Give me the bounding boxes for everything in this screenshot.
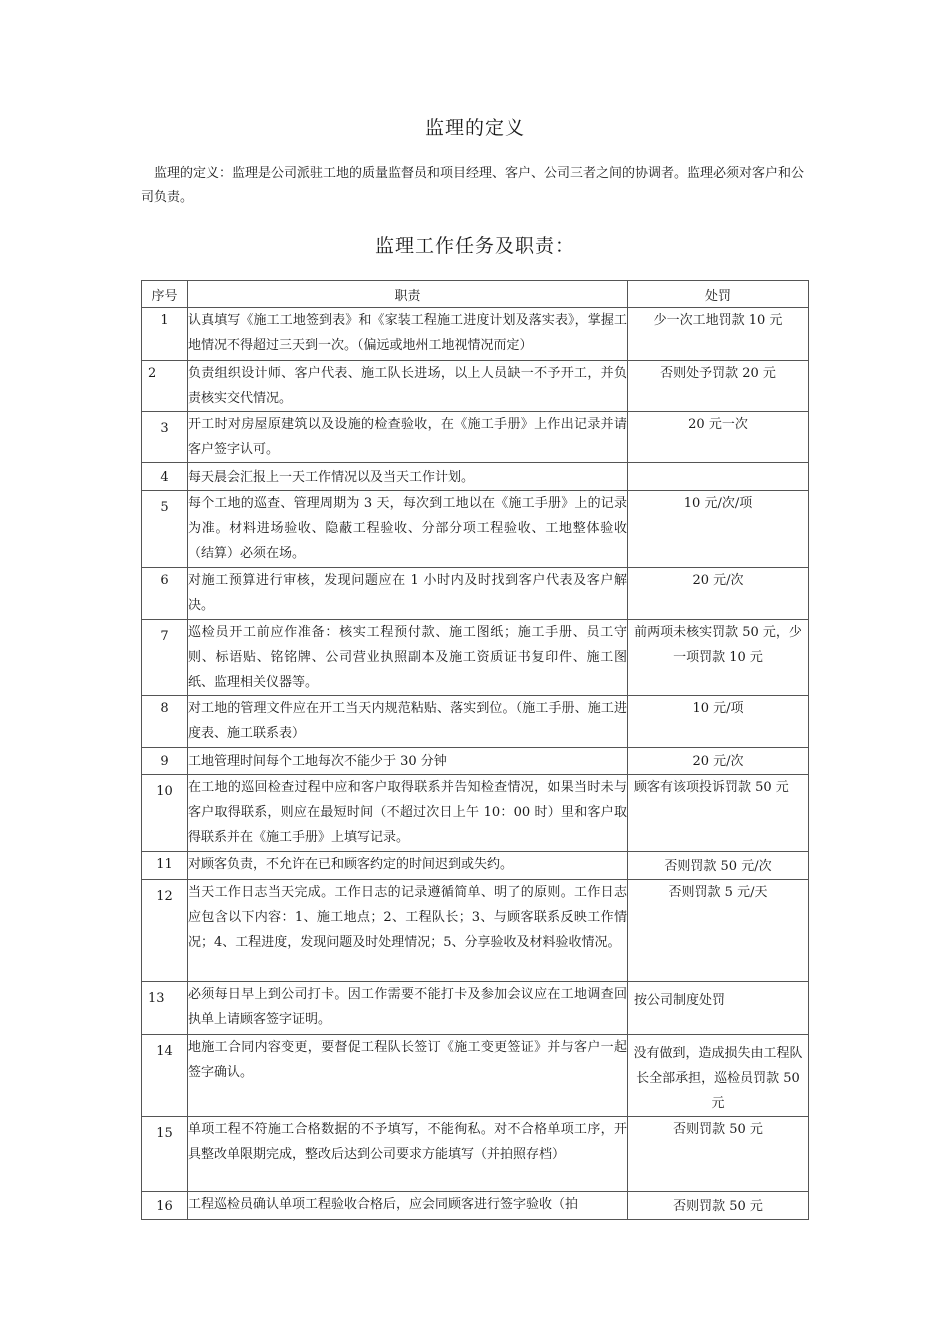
row-penalty: 否则罚款 5 元/天 — [628, 880, 809, 982]
table-row — [142, 982, 809, 1035]
section-title: 监理工作任务及职责： — [374, 235, 575, 257]
table-row — [142, 1117, 809, 1192]
row-penalty: 20 元一次 — [628, 412, 809, 463]
table-row — [142, 568, 809, 620]
table-row — [142, 463, 809, 491]
row-number: 7 — [142, 620, 188, 696]
header-no: 序号 — [142, 281, 188, 308]
row-duty: 负责组织设计师、客户代表、施工队长进场，以上人员缺一不予开工，并负责核实交代情况。 — [188, 361, 628, 412]
table-row — [142, 1035, 809, 1117]
row-duty: 对工地的管理文件应在开工当天内规范粘贴、落实到位。（施工手册、施工进度表、施工联系表） — [188, 696, 628, 748]
row-penalty — [628, 463, 809, 491]
row-duty: 工地管理时间每个工地每次不能少于 30 分钟 — [188, 748, 628, 775]
definition-paragraph: 监理的定义：监理是公司派驻工地的质量监督员和项目经理、客户、公司三者之间的协调者。监理必须对客户和公司负责。 — [141, 166, 805, 205]
row-number: 5 — [142, 491, 188, 568]
row-duty: 对顾客负责，不允许在已和顾客约定的时间迟到或失约。 — [188, 852, 628, 880]
row-duty: 每天晨会汇报上一天工作情况以及当天工作计划。 — [188, 463, 628, 491]
row-penalty: 否则罚款 50 元/次 — [628, 852, 809, 880]
table-row — [142, 491, 809, 568]
row-penalty: 10 元/次/项 — [628, 491, 809, 568]
row-penalty: 20 元/次 — [628, 568, 809, 620]
row-penalty: 按公司制度处罚 — [628, 982, 809, 1035]
row-duty: 必须每日早上到公司打卡。因工作需要不能打卡及参加会议应在工地调查回执单上请顾客签字证明。 — [188, 982, 628, 1035]
row-penalty: 前两项未核实罚款 50 元，少一项罚款 10 元 — [628, 620, 809, 696]
row-duty: 在工地的巡回检查过程中应和客户取得联系并告知检查情况，如果当时未与客户取得联系，则应在最短时间（不超过次日上午 10：00 时）里和客户取得联系并在《施工手册》上填写记录。 — [188, 775, 628, 852]
header-penalty: 处罚 — [628, 281, 809, 308]
row-duty: 每个工地的巡查、管理周期为 3 天，每次到工地以在《施工手册》上的记录为准。材料进场验收、隐蔽工程验收、分部分项工程验收、工地整体验收（结算）必须在场。 — [188, 491, 628, 568]
row-number: 8 — [142, 696, 188, 748]
table-row — [142, 412, 809, 463]
row-number: 16 — [142, 1192, 188, 1220]
row-number: 1 — [142, 308, 188, 361]
row-duty: 单项工程不符施工合格数据的不予填写，不能徇私。对不合格单项工序，开具整改单限期完成，整改后达到公司要求方能填写（并拍照存档） — [188, 1117, 628, 1192]
page-title: 监理的定义 — [424, 117, 525, 139]
row-number: 12 — [142, 880, 188, 982]
row-penalty: 否则罚款 50 元 — [628, 1117, 809, 1192]
row-duty: 开工时对房屋原建筑以及设施的检查验收，在《施工手册》上作出记录并请客户签字认可。 — [188, 412, 628, 463]
row-duty: 对施工预算进行审核，发现问题应在 1 小时内及时找到客户代表及客户解决。 — [188, 568, 628, 620]
row-penalty: 否则罚款 50 元 — [628, 1192, 809, 1220]
header-duty: 职责 — [188, 281, 628, 308]
table-row — [142, 880, 809, 982]
row-duty: 当天工作日志当天完成。工作日志的记录遵循简单、明了的原则。工作日志应包含以下内容：1、施工地点；2、工程队长；3、与顾客联系反映工作情况；4、工程进度，发现问题及时处理情况；5、分享验收及材料验收情况。 — [188, 880, 628, 982]
row-penalty: 10 元/项 — [628, 696, 809, 748]
row-number: 13 — [142, 982, 188, 1035]
table-row — [142, 775, 809, 852]
row-duty: 巡检员开工前应作准备：核实工程预付款、施工图纸；施工手册、员工守则、标语贴、铭铭牌、公司营业执照副本及施工资质证书复印件、施工图纸、监理相关仪器等。 — [188, 620, 628, 696]
table-row — [142, 361, 809, 412]
row-duty: 认真填写《施工工地签到表》和《家装工程施工进度计划及落实表》，掌握工地情况不得超过三天到一次。（偏远或地州工地视情况而定） — [188, 308, 628, 361]
row-penalty: 顾客有该项投诉罚款 50 元 — [628, 775, 809, 852]
row-duty: 地施工合同内容变更，要督促工程队长签订《施工变更签证》并与客户一起签字确认。 — [188, 1035, 628, 1117]
table-row — [142, 620, 809, 696]
row-number: 10 — [142, 775, 188, 852]
table-row — [142, 852, 809, 880]
table-header-row — [142, 281, 809, 308]
table-row — [142, 308, 809, 361]
row-duty: 工程巡检员确认单项工程验收合格后，应会同顾客进行签字验收（拍 — [188, 1192, 628, 1220]
row-number: 15 — [142, 1117, 188, 1192]
row-number: 3 — [142, 412, 188, 463]
row-number: 14 — [142, 1035, 188, 1117]
row-number: 2 — [142, 361, 188, 412]
table-row — [142, 1192, 809, 1220]
table-row — [142, 748, 809, 775]
row-penalty: 没有做到，造成损失由工程队长全部承担，巡检员罚款 50 元 — [628, 1035, 809, 1117]
row-number: 4 — [142, 463, 188, 491]
row-penalty: 少一次工地罚款 10 元 — [628, 308, 809, 361]
row-penalty: 20 元/次 — [628, 748, 809, 775]
row-number: 9 — [142, 748, 188, 775]
row-penalty: 否则处予罚款 20 元 — [628, 361, 809, 412]
row-number: 6 — [142, 568, 188, 620]
table-row — [142, 696, 809, 748]
row-number: 11 — [142, 852, 188, 880]
duties-table — [141, 280, 809, 1220]
